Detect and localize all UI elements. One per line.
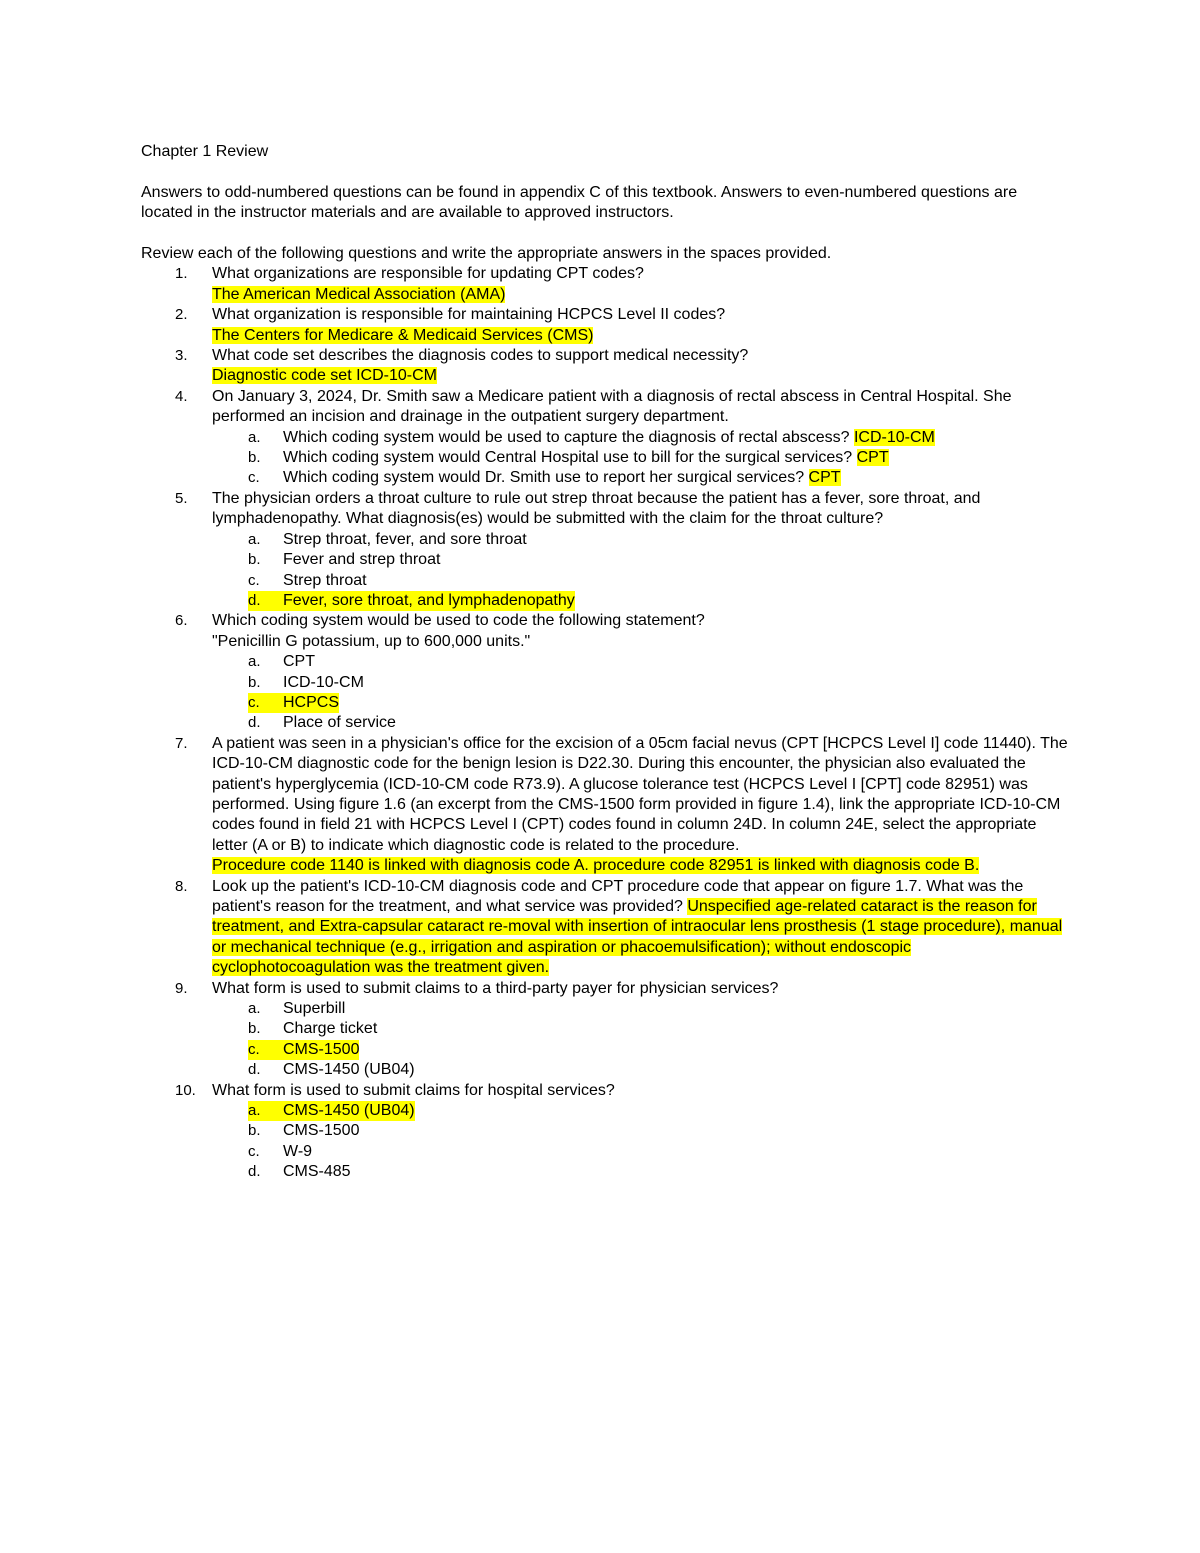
option-letter: d. <box>248 591 261 611</box>
answer-highlight: CPT <box>808 469 841 487</box>
answer-highlight: ICD-10-CM <box>853 428 935 446</box>
option-letter: b. <box>248 551 261 569</box>
question-number: 7. <box>175 734 188 752</box>
option-text: Place of service <box>283 714 396 732</box>
option-list <box>212 1101 1070 1183</box>
option-text: CMS-1500 <box>283 1122 360 1140</box>
option-text-highlight: CMS-1450 (UB04) <box>248 1101 415 1121</box>
option-text-highlight: CMS-1500 <box>248 1040 359 1060</box>
question-7 <box>141 734 1070 877</box>
question-text: What code set describes the diagnosis codes to support medical necessity? <box>212 347 749 365</box>
option-item <box>212 530 1070 550</box>
question-number: 1. <box>175 265 188 283</box>
answer-highlight: The American Medical Association (AMA) <box>212 285 506 303</box>
option-item <box>212 1121 1070 1141</box>
option-text-highlight: HCPCS <box>248 693 339 713</box>
sub-question <box>212 428 1070 448</box>
option-letter: d. <box>248 1061 261 1079</box>
question-number: 5. <box>175 489 188 507</box>
question-number: 10. <box>175 1081 196 1099</box>
question-text: On January 3, 2024, Dr. Smith saw a Medicare patient with a diagnosis of rectal abscess in Central Hospital. She performed an incision and drainage in the outpatient surgery department. <box>212 387 1012 426</box>
question-1 <box>141 264 1070 305</box>
option-item <box>212 673 1070 693</box>
question-8 <box>141 877 1070 979</box>
sub-question-text: Which coding system would Central Hospital use to bill for the surgical services? <box>283 449 853 467</box>
question-5 <box>141 489 1070 611</box>
option-letter: a. <box>248 1101 261 1121</box>
option-text-highlight: Fever, sore throat, and lymphadenopathy <box>248 591 575 611</box>
question-text: What organizations are responsible for updating CPT codes? <box>212 265 644 283</box>
option-text: CMS-1450 (UB04) <box>283 1061 415 1079</box>
option-item <box>212 550 1070 570</box>
question-number: 4. <box>175 387 188 405</box>
sub-question-text: Which coding system would be used to capture the diagnosis of rectal abscess? <box>283 428 850 446</box>
option-letter: c. <box>248 571 260 589</box>
option-letter: a. <box>248 1000 261 1018</box>
option-item-selected <box>212 1040 1070 1060</box>
question-text: The physician orders a throat culture to rule out strep throat because the patient has a fever, sore throat, and lymphadenopathy. What diagnosis(es) would be submitted with the claim for the throat culture? <box>212 489 981 528</box>
option-letter: b. <box>248 1122 261 1140</box>
option-letter: a. <box>248 653 261 671</box>
option-letter: d. <box>248 714 261 732</box>
question-4 <box>141 387 1070 489</box>
option-text: Charge ticket <box>283 1020 378 1038</box>
option-item <box>212 652 1070 672</box>
question-9 <box>141 979 1070 1081</box>
option-item <box>212 571 1070 591</box>
option-letter: a. <box>248 530 261 548</box>
option-text: W-9 <box>283 1142 313 1160</box>
option-item <box>212 1142 1070 1162</box>
answer-highlight: Unspecified age-related cataract is the reason for treatment, and Extra-capsular cataract re-moval with insertion of intraocular lens prosthesis (1 stage procedure), manual or mechanical technique (e.g., irrigation and aspiration or phacoemulsification); without endoscopic cyclophotocoagulation was the treatment given. <box>212 898 1063 977</box>
question-number: 9. <box>175 979 188 997</box>
question-text: A patient was seen in a physician's office for the excision of a 05cm facial nevus (CPT [HCPCS Level I] code 11440). The ICD-10-CM diagnostic code for the benign lesion is D22.30. During this encounter, the physician also evaluated the patient's hyperglycemia (ICD-10-CM code R73.9). A glucose tolerance test (HCPCS Level I [CPT] code 82951) was performed. Using figure 1.6 (an excerpt from the CMS-1500 form provided in figure 1.4), link the appropriate ICD-10-CM codes found in field 21 with HCPCS Level I (CPT) codes found in column 24D. In column 24E, select the appropriate letter (A or B) to indicate which diagnostic code is related to the procedure. <box>212 734 1068 854</box>
option-letter: c. <box>248 1142 260 1160</box>
sub-question <box>212 448 1070 468</box>
sub-question-list <box>212 428 1070 489</box>
question-list <box>141 264 1070 1182</box>
question-text: Look up the patient's ICD-10-CM diagnosis code and CPT procedure code that appear on figure 1.7. What was the patient's reason for the treatment, and what service was provided? <box>212 877 1024 915</box>
option-text: Fever and strep throat <box>283 551 441 569</box>
option-text: Strep throat <box>283 571 367 589</box>
option-item <box>212 999 1070 1019</box>
sub-question-letter: c. <box>248 469 260 487</box>
question-2 <box>141 305 1070 346</box>
option-text: CMS-485 <box>283 1163 351 1181</box>
question-text: What form is used to submit claims to a third-party payer for physician services? <box>212 979 779 997</box>
intro-paragraph: Answers to odd-numbered questions can be found in appendix C of this textbook. Answers to even-numbered questions are located in the instructor materials and are available to approved instructors. <box>141 183 1018 222</box>
option-list <box>212 652 1070 734</box>
question-text: Which coding system would be used to code the following statement? <box>212 612 705 630</box>
question-6 <box>141 611 1070 733</box>
question-text: What form is used to submit claims for hospital services? <box>212 1081 615 1099</box>
sub-question-text: Which coding system would Dr. Smith use to report her surgical services? <box>283 469 805 487</box>
option-list <box>212 530 1070 612</box>
question-number: 6. <box>175 612 188 630</box>
question-10 <box>141 1081 1070 1183</box>
sub-question-letter: a. <box>248 428 261 446</box>
option-text: Superbill <box>283 1000 346 1018</box>
page-title: Chapter 1 Review <box>141 143 269 160</box>
option-item-selected <box>212 693 1070 713</box>
option-item-selected <box>212 591 1070 611</box>
question-text: What organization is responsible for maintaining HCPCS Level II codes? <box>212 306 726 324</box>
option-text: Strep throat, fever, and sore throat <box>283 530 527 548</box>
option-letter: d. <box>248 1163 261 1181</box>
option-letter: b. <box>248 1020 261 1038</box>
option-item <box>212 1019 1070 1039</box>
answer-highlight: Diagnostic code set ICD-10-CM <box>212 367 437 385</box>
option-list <box>212 999 1070 1081</box>
sub-question <box>212 468 1070 488</box>
question-number: 8. <box>175 877 188 895</box>
option-letter: c. <box>248 693 260 713</box>
option-item-selected <box>212 1101 1070 1121</box>
option-item <box>212 713 1070 733</box>
answer-highlight: Procedure code 1140 is linked with diagnosis code A. procedure code 82951 is linked with diagnosis code B. <box>212 857 980 875</box>
answer-highlight: The Centers for Medicare & Medicaid Services (CMS) <box>212 326 594 344</box>
answer-highlight: CPT <box>856 449 889 467</box>
option-letter: b. <box>248 673 261 691</box>
option-text: ICD-10-CM <box>283 673 364 691</box>
question-number: 2. <box>175 306 188 324</box>
question-3 <box>141 346 1070 387</box>
sub-question-letter: b. <box>248 449 261 467</box>
option-item <box>212 1060 1070 1080</box>
option-letter: c. <box>248 1040 260 1060</box>
question-quote: "Penicillin G potassium, up to 600,000 units." <box>212 632 531 650</box>
question-number: 3. <box>175 347 188 365</box>
instructions-paragraph: Review each of the following questions and write the appropriate answers in the spaces provided. <box>141 245 832 262</box>
option-item <box>212 1162 1070 1182</box>
option-text: CPT <box>283 653 315 671</box>
